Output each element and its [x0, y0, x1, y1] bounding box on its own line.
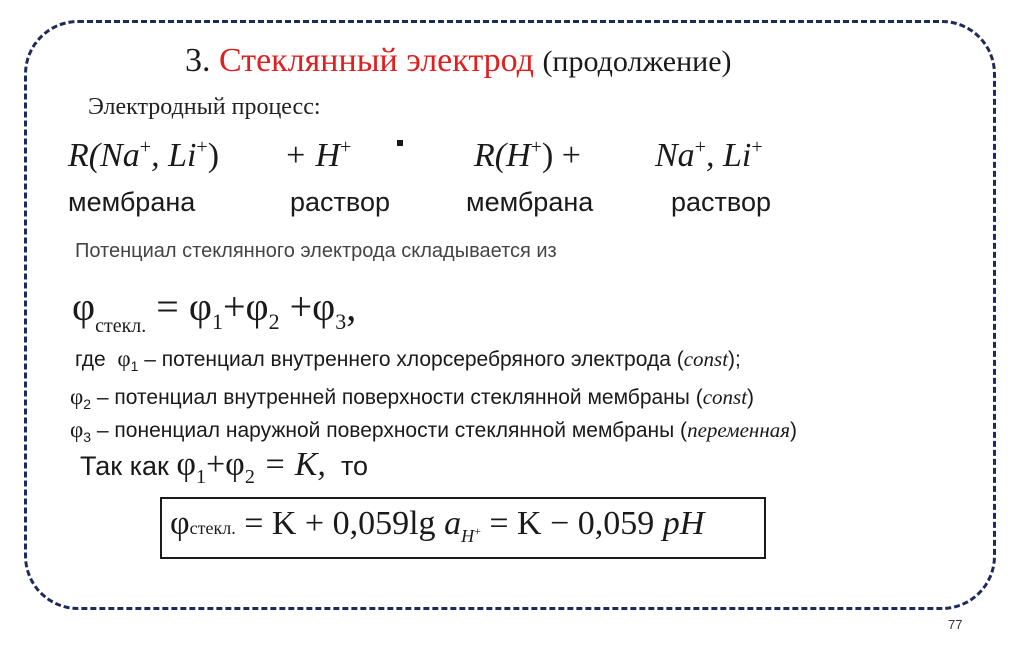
potential-sum-formula: $\varphi_{стекл.} = \varphi_1+\varphi_2 +\varphi_3$,	[72, 284, 357, 337]
page-number: 77	[948, 617, 963, 632]
label-membrane-1: мембрана	[68, 187, 196, 217]
final-formula: φстекл. = K + 0,059lg $a_{H^+} = K - 0,059$ pH	[170, 505, 705, 546]
reaction-ions: Na+, Li+	[655, 136, 763, 174]
phi-symbol: φ	[70, 384, 84, 409]
definition-phi2: $\varphi_2$ – потенциал внутренней поверхности стеклянной мембраны (const)	[70, 384, 755, 413]
reaction-plus-h: + H+	[284, 136, 352, 174]
label-solution-1: раствор	[290, 187, 390, 217]
definition-phi3: $\varphi_3$ – поненциал наружной поверхности стеклянной мембраны (переменная)	[70, 417, 798, 446]
label-solution-2: раствор	[671, 187, 771, 217]
title-paren: (продолжение)	[542, 45, 732, 78]
phi-symbol: φ	[70, 417, 84, 442]
since-formula: $\varphi_1+\varphi_2 = K$,	[176, 446, 326, 488]
reaction-left: R(Na+, Li+)	[68, 136, 220, 174]
process-label: Электродный процесс:	[88, 94, 321, 120]
label-membrane-2: мембрана	[466, 187, 594, 217]
potential-text: Потенциал стеклянного электрода складывается из	[75, 240, 557, 262]
reaction-right: R(H+) +	[474, 136, 581, 174]
phi-symbol: φ	[117, 346, 131, 371]
title-main: Стеклянный электрод	[219, 42, 534, 79]
definition-phi1: где $\varphi_1$ – потенциал внутреннего хлорсеребряного электрода (const);	[75, 346, 741, 375]
reaction-arrow-dot	[397, 140, 403, 146]
title-number: 3.	[185, 42, 211, 79]
since-statement: Так как $\varphi_1+\varphi_2 = K$, то	[80, 446, 369, 488]
slide-title	[185, 42, 732, 80]
